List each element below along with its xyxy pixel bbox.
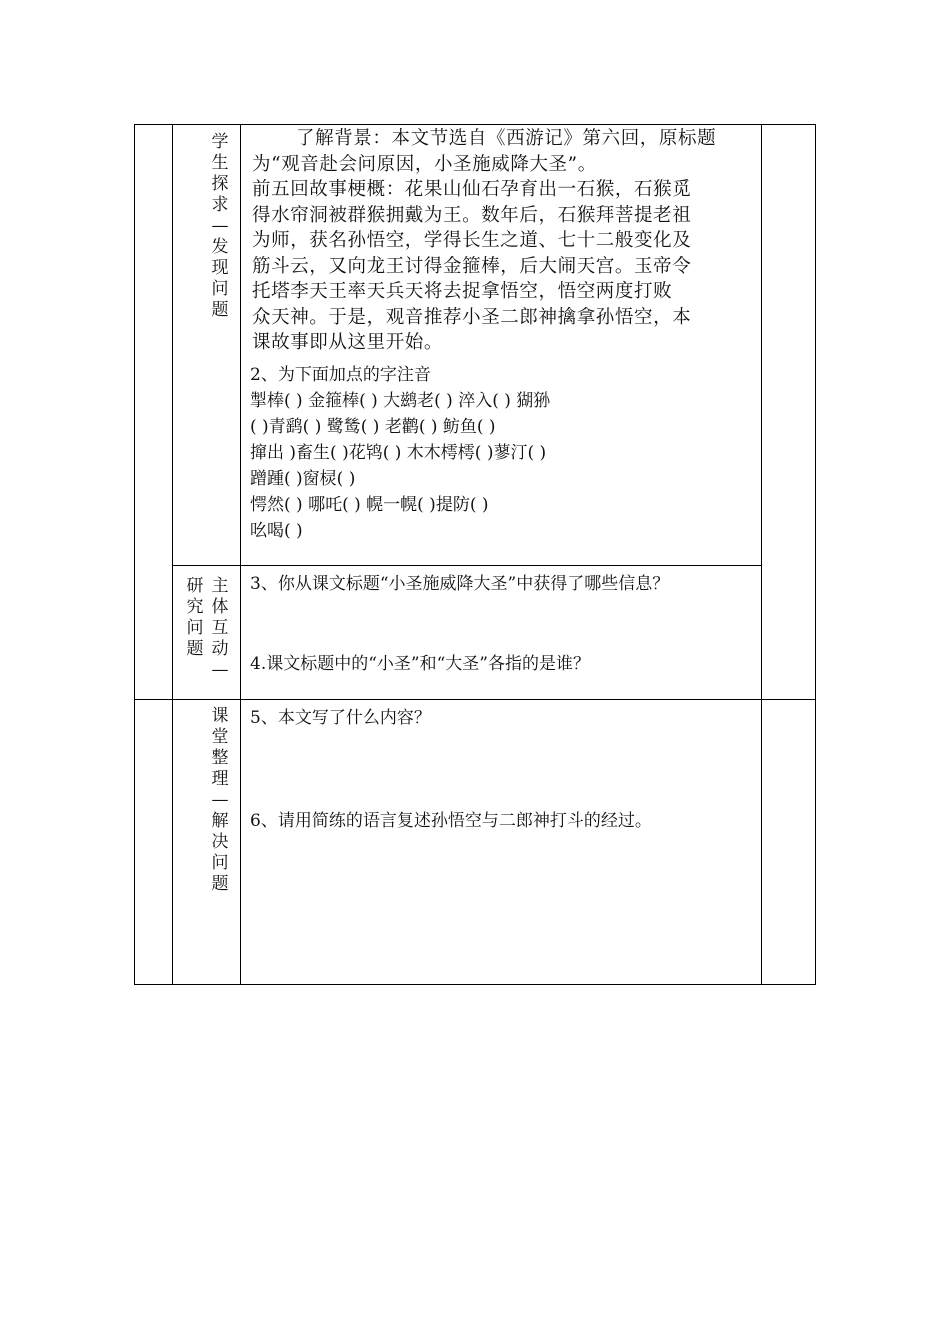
col-divider-2 — [240, 124, 241, 985]
pinyin-line: 蹭踵( )窗棂( ) — [250, 469, 356, 489]
pinyin-exercise-title: 2、为下面加点的字注音 — [250, 365, 431, 385]
section-label-summary: 课 堂 整 理 — 解 决 问 题 — [211, 706, 229, 894]
col-divider-1 — [172, 124, 173, 985]
row-divider-1 — [172, 565, 762, 566]
col-divider-3 — [761, 124, 762, 985]
question-3: 3、你从课文标题“小圣施威降大圣”中获得了哪些信息？ — [250, 574, 670, 594]
question-6: 6、请用简练的语言复述孙悟空与二郎神打斗的经过。 — [250, 811, 652, 831]
pinyin-line: 愕然( ) 哪吒( ) 幌一幌( )提防( ) — [250, 495, 489, 515]
bg-line: 为“观音赴会问原因，小圣施威降大圣”。 — [252, 153, 597, 175]
bg-line: 筋斗云，又向龙王讨得金箍棒，后大闹天宫。玉帝令 — [252, 255, 692, 277]
pinyin-line: 掣棒( ) 金箍棒( ) 大鹚老( ) 淬入( ) 猢狲 — [250, 391, 551, 411]
background-intro — [252, 126, 716, 356]
bg-line: 得水帘洞被群猴拥戴为王。数年后，石猴拜菩提老祖 — [252, 204, 692, 226]
section-label-interact: 主 体 互 动 — — [211, 576, 229, 680]
bg-line: 了解背景：本文节选自《西游记》第六回，原标题 — [296, 128, 717, 149]
table-bottom-border — [134, 984, 816, 985]
bg-line: 为师，获名孙悟空，学得长生之道、七十二般变化及 — [252, 230, 692, 251]
row-divider-2 — [134, 699, 816, 700]
table-right-border — [815, 124, 816, 985]
question-4: 4.课文标题中的“小圣”和“大圣”各指的是谁？ — [250, 654, 590, 674]
table-top-border — [134, 124, 816, 125]
bg-line: 课故事即从这里开始。 — [252, 332, 444, 353]
pinyin-line: ( )青鹞( ) 鹭鸶( ) 老鹳( ) 鲂鱼( ) — [250, 417, 496, 437]
table-left-border — [134, 124, 135, 985]
pinyin-line: 撺出 )畜生( )花鸨( ) 木木樗樗( )蓼汀( ) — [250, 443, 547, 463]
question-5: 5、本文写了什么内容？ — [250, 708, 431, 728]
section-label-explore: 学 生 探 求 — 发 现 问 题 — [211, 132, 229, 320]
bg-line: 托塔李天王率天兵天将去捉拿悟空，悟空两度打败 — [252, 281, 673, 302]
bg-line: 众天神。于是，观音推荐小圣二郎神擒拿孙悟空，本 — [252, 306, 692, 328]
bg-line: 前五回故事梗概：花果山仙石孕育出一石猴，石猴觅 — [252, 179, 692, 200]
pinyin-line: 吆喝( ) — [250, 521, 303, 541]
section-label-research: 研 究 问 题 — [186, 576, 204, 659]
